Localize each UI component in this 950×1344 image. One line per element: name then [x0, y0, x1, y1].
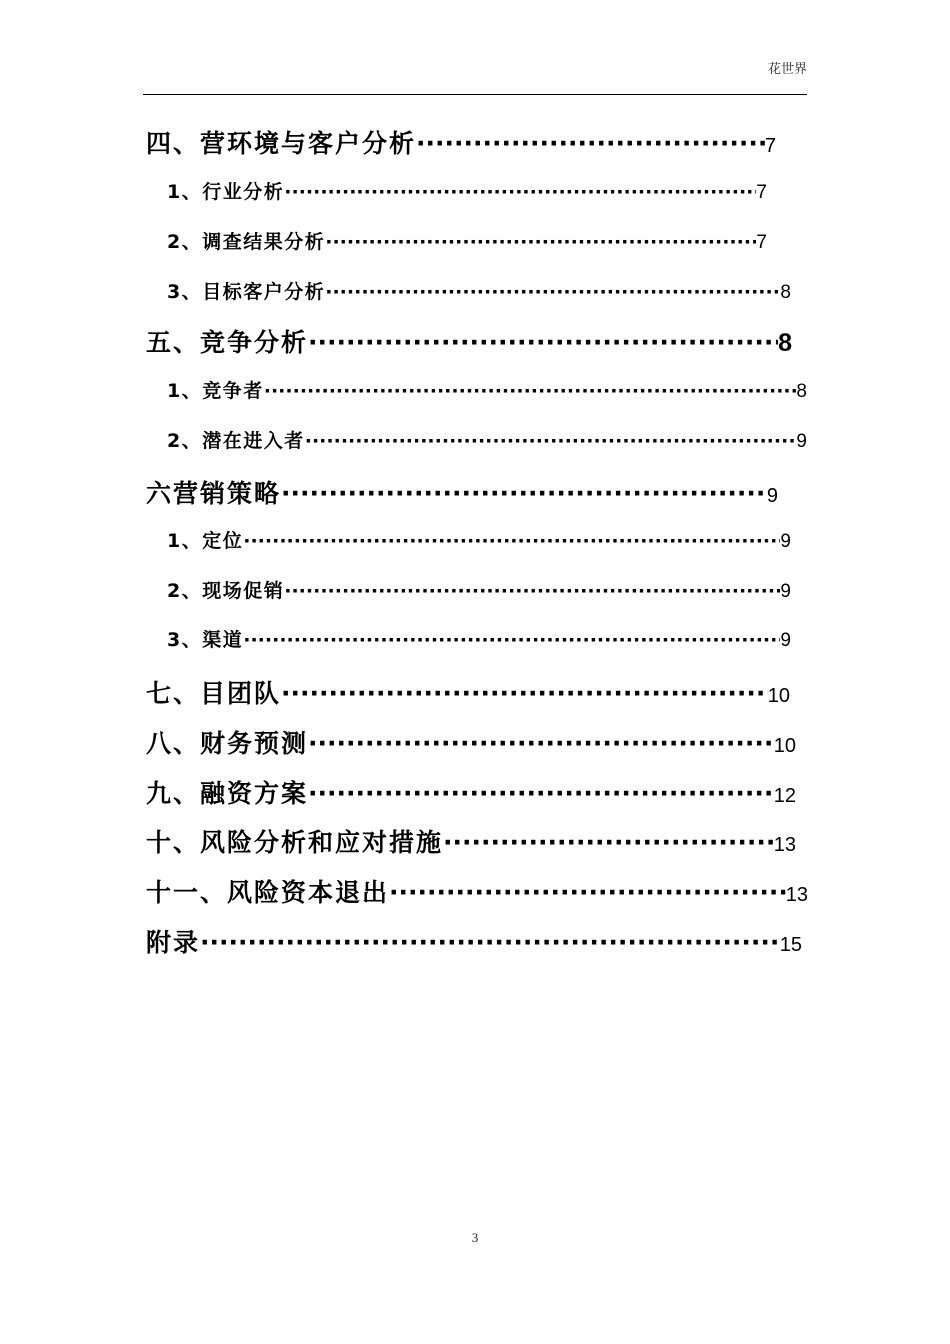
toc-entry-title: 3、渠道: [167, 629, 244, 651]
toc-leader-dots: [200, 928, 780, 957]
toc-entry-title: 八、财务预测: [146, 729, 309, 758]
toc-entry-title: 1、定位: [167, 530, 244, 552]
toc-entry-page: 9: [780, 630, 791, 651]
toc-entry[interactable]: [167, 576, 791, 606]
toc-entry-title: 附录: [146, 928, 201, 957]
toc-leader-dots: [281, 479, 767, 508]
toc-leader-dots: [243, 530, 780, 552]
toc-entry-page: 10: [773, 735, 796, 757]
toc-entry[interactable]: [146, 774, 796, 810]
footer-page-number: 3: [471, 1230, 479, 1245]
toc-entry-page: 9: [780, 581, 791, 602]
toc-entry-page: 10: [767, 685, 790, 707]
toc-entry-title: 十一、风险资本退出: [146, 878, 390, 907]
toc-leader-dots: [308, 328, 778, 357]
toc-entry-page: 9: [796, 431, 807, 452]
toc-leader-dots: [325, 281, 780, 303]
toc-leader-dots: [443, 828, 774, 857]
toc-entry-title: 3、目标客户分析: [167, 281, 326, 303]
toc-entry[interactable]: [167, 277, 791, 307]
toc-entry-page: 9: [766, 485, 778, 507]
toc-entry-title: 六营销策略: [146, 479, 282, 508]
toc-entry[interactable]: [167, 177, 767, 207]
toc-entry-page: 8: [780, 282, 791, 303]
toc-leader-dots: [308, 779, 774, 808]
toc-entry-title: 五、竞争分析: [146, 328, 309, 357]
toc-entry-page: 8: [796, 381, 807, 402]
toc-entry-page: 13: [773, 834, 796, 856]
toc-entry-page: 7: [756, 232, 767, 253]
toc-entry-page: 7: [756, 182, 767, 203]
toc-entry[interactable]: [167, 526, 791, 556]
toc-entry-page: 15: [779, 934, 802, 956]
toc-leader-dots: [243, 629, 780, 651]
toc-entry[interactable]: [167, 227, 767, 257]
toc-entry-title: 2、调查结果分析: [167, 231, 326, 253]
toc-leader-dots: [284, 181, 756, 203]
toc-entry[interactable]: [146, 923, 802, 959]
toc-leader-dots: [389, 878, 786, 907]
toc-entry[interactable]: [167, 625, 791, 655]
toc-entry-page: 7: [764, 135, 776, 157]
toc-entry[interactable]: [146, 823, 796, 859]
toc-leader-dots: [264, 380, 797, 402]
toc-entry[interactable]: [146, 873, 808, 909]
toc-entry-title: 1、竞争者: [167, 380, 264, 402]
toc-leader-dots: [325, 231, 756, 253]
toc-entry[interactable]: [146, 124, 776, 160]
header-divider: [143, 94, 807, 95]
toc-leader-dots: [284, 580, 780, 602]
toc-entry-page: 12: [773, 785, 796, 807]
toc-entry[interactable]: [146, 674, 790, 710]
toc-entry[interactable]: [167, 376, 807, 406]
toc-leader-dots: [281, 679, 768, 708]
toc-entry-page: 9: [780, 531, 791, 552]
toc-entry-title: 十、风险分析和应对措施: [146, 828, 444, 857]
header-title: 花世界: [767, 62, 807, 77]
toc-entry[interactable]: [146, 724, 796, 760]
toc-entry-title: 四、营环境与客户分析: [146, 129, 417, 158]
toc-entry-title: 1、行业分析: [167, 181, 285, 203]
toc-entry-page: 8: [778, 329, 792, 357]
toc-entry-title: 2、潜在进入者: [167, 430, 305, 452]
toc-entry-title: 七、目团队: [146, 679, 282, 708]
toc-entry-page: 13: [785, 884, 808, 906]
toc-leader-dots: [305, 430, 797, 452]
toc-entry-title: 九、融资方案: [146, 779, 309, 808]
toc-entry[interactable]: [146, 474, 778, 510]
toc-leader-dots: [308, 729, 774, 758]
toc-entry[interactable]: [146, 323, 792, 359]
toc-leader-dots: [416, 129, 765, 158]
toc-entry[interactable]: [167, 426, 807, 456]
toc-entry-title: 2、现场促销: [167, 580, 285, 602]
